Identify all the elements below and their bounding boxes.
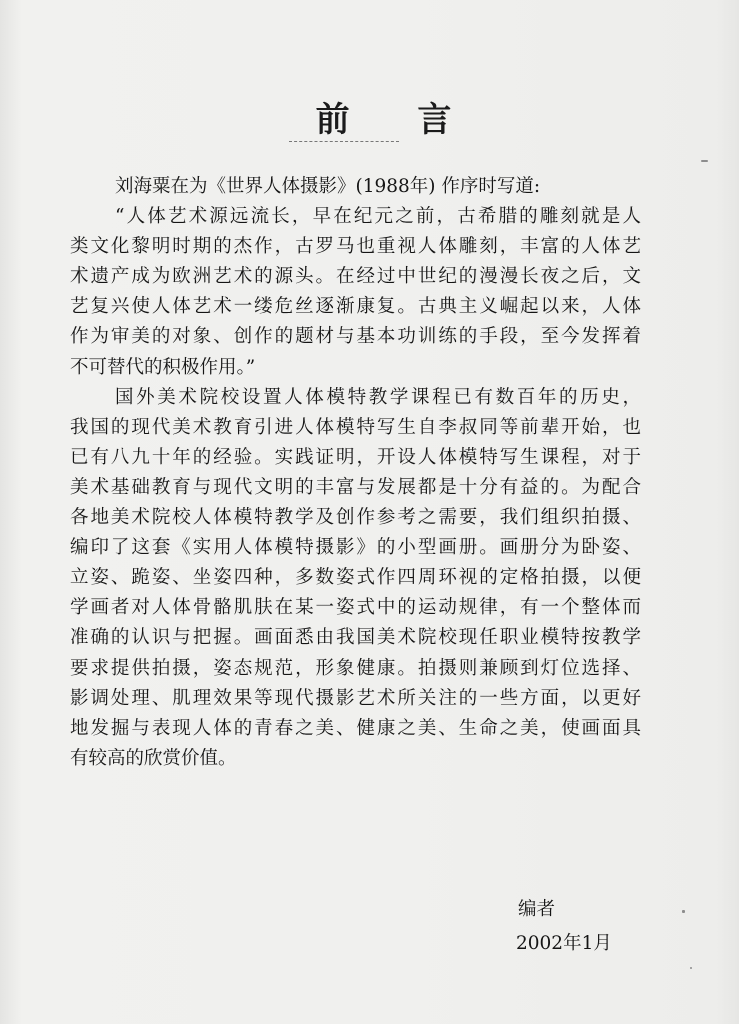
text-line: 术遗产成为欧洲艺术的源头。在经过中世纪的漫漫长夜之后，文 — [70, 266, 641, 288]
scan-speck — [690, 967, 692, 969]
signature-block — [516, 893, 612, 961]
text-line: 立姿、跪姿、坐姿四种，多数姿式作四周环视的定格拍摄，以便 — [70, 567, 641, 589]
text-line: 作为审美的对象、创作的题材与基本功训练的手段，至今发挥着 — [70, 326, 641, 348]
page-title: 前 言 — [315, 100, 480, 140]
text-line: 学画者对人体骨骼肌肤在某一姿式中的运动规律，有一个整体而 — [70, 597, 641, 619]
text-line: 美术基础教育与现代文明的丰富与发展都是十分有益的。为配合 — [70, 476, 641, 498]
text-line: 不可替代的积极作用。” — [70, 356, 256, 378]
text-line: 艺复兴使人体艺术一缕危丝逐渐康复。古典主义崛起以来，人体 — [70, 296, 641, 318]
text-line: 影调处理、肌理效果等现代摄影艺术所关注的一些方面，以更好 — [70, 687, 641, 709]
signature-editor: 编者 — [518, 899, 556, 920]
text-line: 国外美术院校设置人体模特教学课程已有数百年的历史， — [115, 386, 641, 408]
text-line: 已有八九十年的经验。实践证明，开设人体模特写生课程，对于 — [70, 446, 641, 468]
title-underline — [289, 141, 399, 142]
text-line: 刘海粟在为《世界人体摄影》(1988年) 作序时写道: — [115, 176, 541, 197]
signature-date: 2002年1月 — [516, 933, 612, 954]
text-line: 地发掘与表现人体的青春之美、健康之美、生命之美，使画面具 — [70, 717, 641, 739]
scan-speck — [701, 160, 708, 162]
scan-speck — [682, 910, 685, 913]
text-line: 各地美术院校人体模特教学及创作参考之需要，我们组织拍摄、 — [70, 507, 641, 529]
text-line: 类文化黎明时期的杰作，古罗马也重视人体雕刻，丰富的人体艺 — [70, 236, 641, 258]
text-line: 有较高的欣赏价值。 — [70, 747, 237, 769]
text-line: 我国的现代美术教育引进人体模特写生自李叔同等前辈开始，也 — [70, 416, 641, 438]
text-line: 准确的认识与把握。画面悉由我国美术院校现任职业模特按教学 — [70, 627, 641, 649]
text-line: 编印了这套《实用人体模特摄影》的小型画册。画册分为卧姿、 — [70, 537, 641, 559]
preface-body — [70, 172, 641, 774]
text-line: “人体艺术源远流长，早在纪元之前，古希腊的雕刻就是人 — [115, 206, 641, 228]
text-line: 要求提供拍摄，姿态规范，形象健康。拍摄则兼顾到灯位选择、 — [70, 657, 641, 679]
